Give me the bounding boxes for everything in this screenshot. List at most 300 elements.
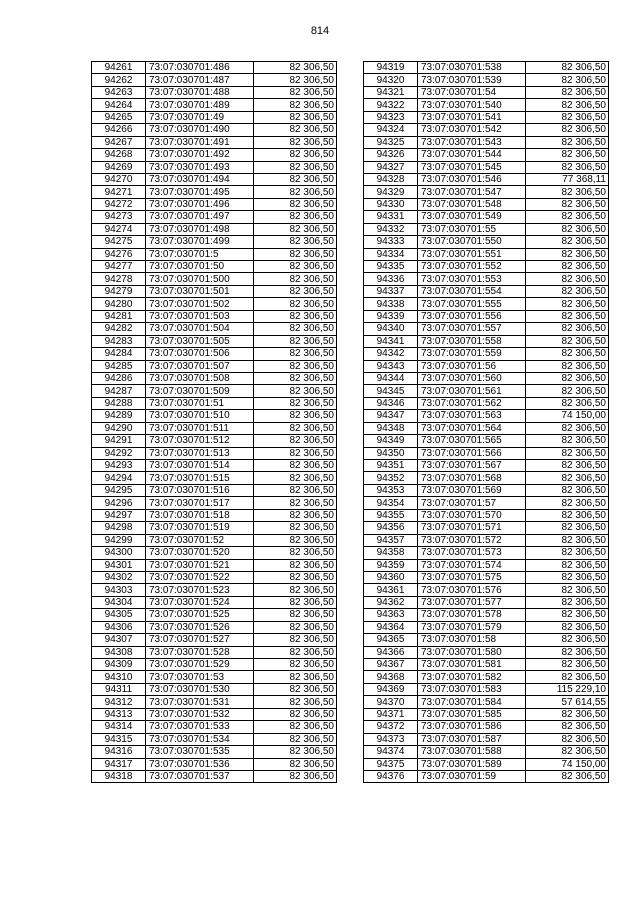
row-number-cell: 94280 — [92, 298, 146, 310]
cadastral-number-cell: 73:07:030701:53 — [146, 671, 254, 683]
amount-cell: 82 306,50 — [254, 161, 337, 173]
cadastral-number-cell: 73:07:030701:524 — [146, 596, 254, 608]
amount-cell: 82 306,50 — [254, 372, 337, 384]
row-number-cell: 94315 — [92, 733, 146, 745]
table-row — [92, 708, 337, 720]
cadastral-number-cell: 73:07:030701:508 — [146, 372, 254, 384]
row-number-cell: 94330 — [364, 198, 418, 210]
table-row — [92, 372, 337, 384]
cadastral-number-cell: 73:07:030701:574 — [418, 559, 526, 571]
cadastral-number-cell: 73:07:030701:505 — [146, 335, 254, 347]
row-number-cell: 94321 — [364, 86, 418, 98]
table-row — [92, 86, 337, 98]
row-number-cell: 94336 — [364, 273, 418, 285]
row-number-cell: 94301 — [92, 559, 146, 571]
row-number-cell: 94302 — [92, 571, 146, 583]
row-number-cell: 94342 — [364, 348, 418, 360]
amount-cell: 82 306,50 — [526, 708, 609, 720]
amount-cell: 82 306,50 — [254, 683, 337, 695]
row-number-cell: 94346 — [364, 397, 418, 409]
cadastral-number-cell: 73:07:030701:498 — [146, 223, 254, 235]
table-row — [364, 410, 609, 422]
row-number-cell: 94300 — [92, 547, 146, 559]
row-number-cell: 94285 — [92, 360, 146, 372]
cadastral-number-cell: 73:07:030701:513 — [146, 447, 254, 459]
amount-cell: 82 306,50 — [526, 149, 609, 161]
amount-cell: 82 306,50 — [526, 186, 609, 198]
cadastral-number-cell: 73:07:030701:563 — [418, 410, 526, 422]
row-number-cell: 94294 — [92, 472, 146, 484]
row-number-cell: 94325 — [364, 136, 418, 148]
amount-cell: 82 306,50 — [526, 733, 609, 745]
table-row — [364, 86, 609, 98]
table-row — [92, 634, 337, 646]
amount-cell: 82 306,50 — [526, 584, 609, 596]
table-row — [92, 173, 337, 185]
row-number-cell: 94311 — [92, 683, 146, 695]
amount-cell: 77 368,11 — [526, 173, 609, 185]
amount-cell: 57 614,55 — [526, 696, 609, 708]
table-row — [364, 708, 609, 720]
table-row — [92, 285, 337, 297]
cadastral-number-cell: 73:07:030701:588 — [418, 746, 526, 758]
row-number-cell: 94353 — [364, 484, 418, 496]
table-row — [364, 770, 609, 782]
cadastral-number-cell: 73:07:030701:510 — [146, 410, 254, 422]
amount-cell: 82 306,50 — [254, 149, 337, 161]
table-row — [92, 484, 337, 496]
amount-cell: 82 306,50 — [526, 372, 609, 384]
table-row — [364, 671, 609, 683]
row-number-cell: 94360 — [364, 571, 418, 583]
table-row — [364, 385, 609, 397]
amount-cell: 82 306,50 — [526, 99, 609, 111]
cadastral-number-cell: 73:07:030701:546 — [418, 173, 526, 185]
cadastral-number-cell: 73:07:030701:497 — [146, 211, 254, 223]
row-number-cell: 94331 — [364, 211, 418, 223]
table-row — [364, 683, 609, 695]
table-row — [364, 397, 609, 409]
amount-cell: 82 306,50 — [254, 770, 337, 782]
table-row — [364, 435, 609, 447]
amount-cell: 82 306,50 — [254, 584, 337, 596]
table-row — [92, 211, 337, 223]
row-number-cell: 94282 — [92, 323, 146, 335]
amount-cell: 82 306,50 — [526, 385, 609, 397]
amount-cell: 82 306,50 — [254, 298, 337, 310]
cadastral-number-cell: 73:07:030701:520 — [146, 547, 254, 559]
amount-cell: 82 306,50 — [526, 484, 609, 496]
table-row — [92, 534, 337, 546]
table-row — [364, 360, 609, 372]
cadastral-number-cell: 73:07:030701:534 — [146, 733, 254, 745]
page-number: 814 — [310, 25, 330, 37]
row-number-cell: 94266 — [92, 124, 146, 136]
amount-cell: 82 306,50 — [254, 484, 337, 496]
amount-cell: 82 306,50 — [254, 323, 337, 335]
amount-cell: 82 306,50 — [526, 323, 609, 335]
row-number-cell: 94295 — [92, 484, 146, 496]
row-number-cell: 94348 — [364, 422, 418, 434]
amount-cell: 82 306,50 — [526, 746, 609, 758]
row-number-cell: 94306 — [92, 621, 146, 633]
cadastral-number-cell: 73:07:030701:492 — [146, 149, 254, 161]
table-row — [364, 447, 609, 459]
row-number-cell: 94371 — [364, 708, 418, 720]
row-number-cell: 94264 — [92, 99, 146, 111]
cadastral-number-cell: 73:07:030701:548 — [418, 198, 526, 210]
table-row — [364, 472, 609, 484]
row-number-cell: 94279 — [92, 285, 146, 297]
right-table-body — [364, 62, 609, 783]
amount-cell: 82 306,50 — [526, 360, 609, 372]
amount-cell: 82 306,50 — [254, 198, 337, 210]
amount-cell: 82 306,50 — [254, 547, 337, 559]
amount-cell: 82 306,50 — [254, 746, 337, 758]
table-row — [92, 74, 337, 86]
table-row — [364, 248, 609, 260]
amount-cell: 82 306,50 — [254, 609, 337, 621]
table-row — [92, 360, 337, 372]
row-number-cell: 94317 — [92, 758, 146, 770]
row-number-cell: 94283 — [92, 335, 146, 347]
amount-cell: 82 306,50 — [254, 621, 337, 633]
amount-cell: 82 306,50 — [526, 460, 609, 472]
amount-cell: 82 306,50 — [526, 621, 609, 633]
cadastral-number-cell: 73:07:030701:578 — [418, 609, 526, 621]
amount-cell: 82 306,50 — [254, 236, 337, 248]
table-row — [92, 236, 337, 248]
cadastral-number-cell: 73:07:030701:551 — [418, 248, 526, 260]
row-number-cell: 94361 — [364, 584, 418, 596]
cadastral-number-cell: 73:07:030701:569 — [418, 484, 526, 496]
table-row — [92, 198, 337, 210]
table-row — [92, 671, 337, 683]
amount-cell: 82 306,50 — [526, 559, 609, 571]
cadastral-number-cell: 73:07:030701:487 — [146, 74, 254, 86]
amount-cell: 82 306,50 — [526, 497, 609, 509]
amount-cell: 82 306,50 — [254, 248, 337, 260]
table-row — [364, 571, 609, 583]
table-row — [92, 385, 337, 397]
row-number-cell: 94334 — [364, 248, 418, 260]
amount-cell: 82 306,50 — [254, 733, 337, 745]
row-number-cell: 94310 — [92, 671, 146, 683]
row-number-cell: 94328 — [364, 173, 418, 185]
cadastral-number-cell: 73:07:030701:550 — [418, 236, 526, 248]
cadastral-number-cell: 73:07:030701:584 — [418, 696, 526, 708]
cadastral-number-cell: 73:07:030701:516 — [146, 484, 254, 496]
amount-cell: 82 306,50 — [526, 659, 609, 671]
table-row — [92, 621, 337, 633]
amount-cell: 82 306,50 — [254, 758, 337, 770]
row-number-cell: 94292 — [92, 447, 146, 459]
amount-cell: 82 306,50 — [254, 186, 337, 198]
cadastral-number-cell: 73:07:030701:529 — [146, 659, 254, 671]
row-number-cell: 94274 — [92, 223, 146, 235]
row-number-cell: 94376 — [364, 770, 418, 782]
row-number-cell: 94272 — [92, 198, 146, 210]
row-number-cell: 94367 — [364, 659, 418, 671]
table-row — [92, 509, 337, 521]
cadastral-number-cell: 73:07:030701:523 — [146, 584, 254, 596]
amount-cell: 82 306,50 — [526, 646, 609, 658]
cadastral-number-cell: 73:07:030701:589 — [418, 758, 526, 770]
amount-cell: 82 306,50 — [526, 571, 609, 583]
amount-cell: 82 306,50 — [254, 522, 337, 534]
row-number-cell: 94375 — [364, 758, 418, 770]
amount-cell: 82 306,50 — [526, 223, 609, 235]
table-row — [364, 721, 609, 733]
table-row — [364, 609, 609, 621]
row-number-cell: 94349 — [364, 435, 418, 447]
table-row — [364, 261, 609, 273]
amount-cell: 82 306,50 — [254, 62, 337, 74]
cadastral-number-cell: 73:07:030701:507 — [146, 360, 254, 372]
amount-cell: 115 229,10 — [526, 683, 609, 695]
row-number-cell: 94327 — [364, 161, 418, 173]
row-number-cell: 94305 — [92, 609, 146, 621]
cadastral-number-cell: 73:07:030701:577 — [418, 596, 526, 608]
table-row — [92, 571, 337, 583]
row-number-cell: 94344 — [364, 372, 418, 384]
amount-cell: 82 306,50 — [526, 634, 609, 646]
table-row — [92, 584, 337, 596]
amount-cell: 82 306,50 — [254, 708, 337, 720]
table-row — [92, 422, 337, 434]
table-row — [92, 522, 337, 534]
amount-cell: 82 306,50 — [526, 62, 609, 74]
amount-cell: 82 306,50 — [526, 285, 609, 297]
amount-cell: 82 306,50 — [526, 111, 609, 123]
table-row — [92, 248, 337, 260]
row-number-cell: 94356 — [364, 522, 418, 534]
amount-cell: 82 306,50 — [526, 298, 609, 310]
amount-cell: 82 306,50 — [254, 571, 337, 583]
row-number-cell: 94276 — [92, 248, 146, 260]
row-number-cell: 94278 — [92, 273, 146, 285]
table-row — [364, 111, 609, 123]
cadastral-number-cell: 73:07:030701:521 — [146, 559, 254, 571]
row-number-cell: 94288 — [92, 397, 146, 409]
table-row — [92, 298, 337, 310]
row-number-cell: 94359 — [364, 559, 418, 571]
cadastral-number-cell: 73:07:030701:555 — [418, 298, 526, 310]
cadastral-number-cell: 73:07:030701:528 — [146, 646, 254, 658]
row-number-cell: 94362 — [364, 596, 418, 608]
cadastral-number-cell: 73:07:030701:57 — [418, 497, 526, 509]
amount-cell: 82 306,50 — [526, 509, 609, 521]
cadastral-number-cell: 73:07:030701:519 — [146, 522, 254, 534]
cadastral-number-cell: 73:07:030701:515 — [146, 472, 254, 484]
cadastral-number-cell: 73:07:030701:502 — [146, 298, 254, 310]
amount-cell: 82 306,50 — [254, 74, 337, 86]
table-row — [364, 161, 609, 173]
cadastral-number-cell: 73:07:030701:58 — [418, 634, 526, 646]
table-row — [364, 74, 609, 86]
amount-cell: 82 306,50 — [254, 261, 337, 273]
row-number-cell: 94350 — [364, 447, 418, 459]
row-number-cell: 94343 — [364, 360, 418, 372]
row-number-cell: 94290 — [92, 422, 146, 434]
table-row — [364, 696, 609, 708]
cadastral-number-cell: 73:07:030701:566 — [418, 447, 526, 459]
cadastral-number-cell: 73:07:030701:554 — [418, 285, 526, 297]
cadastral-number-cell: 73:07:030701:538 — [418, 62, 526, 74]
amount-cell: 82 306,50 — [526, 348, 609, 360]
table-row — [92, 758, 337, 770]
cadastral-number-cell: 73:07:030701:562 — [418, 397, 526, 409]
row-number-cell: 94262 — [92, 74, 146, 86]
cadastral-number-cell: 73:07:030701:488 — [146, 86, 254, 98]
amount-cell: 82 306,50 — [254, 497, 337, 509]
table-row — [92, 733, 337, 745]
amount-cell: 82 306,50 — [526, 273, 609, 285]
row-number-cell: 94270 — [92, 173, 146, 185]
table-row — [92, 721, 337, 733]
amount-cell: 82 306,50 — [526, 74, 609, 86]
cadastral-number-cell: 73:07:030701:547 — [418, 186, 526, 198]
cadastral-number-cell: 73:07:030701:509 — [146, 385, 254, 397]
table-row — [92, 99, 337, 111]
amount-cell: 82 306,50 — [526, 547, 609, 559]
cadastral-number-cell: 73:07:030701:5 — [146, 248, 254, 260]
amount-cell: 82 306,50 — [254, 460, 337, 472]
cadastral-number-cell: 73:07:030701:560 — [418, 372, 526, 384]
amount-cell: 82 306,50 — [254, 422, 337, 434]
cadastral-number-cell: 73:07:030701:535 — [146, 746, 254, 758]
cadastral-number-cell: 73:07:030701:518 — [146, 509, 254, 521]
table-row — [92, 410, 337, 422]
cadastral-number-cell: 73:07:030701:576 — [418, 584, 526, 596]
row-number-cell: 94284 — [92, 348, 146, 360]
table-row — [364, 621, 609, 633]
cadastral-number-cell: 73:07:030701:552 — [418, 261, 526, 273]
table-row — [364, 62, 609, 74]
cadastral-number-cell: 73:07:030701:561 — [418, 385, 526, 397]
row-number-cell: 94326 — [364, 149, 418, 161]
cadastral-number-cell: 73:07:030701:511 — [146, 422, 254, 434]
row-number-cell: 94365 — [364, 634, 418, 646]
table-row — [364, 559, 609, 571]
table-row — [364, 348, 609, 360]
cadastral-number-cell: 73:07:030701:500 — [146, 273, 254, 285]
cadastral-number-cell: 73:07:030701:532 — [146, 708, 254, 720]
amount-cell: 82 306,50 — [526, 310, 609, 322]
cadastral-number-cell: 73:07:030701:539 — [418, 74, 526, 86]
amount-cell: 82 306,50 — [526, 671, 609, 683]
cadastral-number-cell: 73:07:030701:496 — [146, 198, 254, 210]
table-row — [364, 211, 609, 223]
row-number-cell: 94374 — [364, 746, 418, 758]
row-number-cell: 94267 — [92, 136, 146, 148]
row-number-cell: 94299 — [92, 534, 146, 546]
amount-cell: 82 306,50 — [526, 136, 609, 148]
cadastral-number-cell: 73:07:030701:568 — [418, 472, 526, 484]
table-row — [92, 696, 337, 708]
table-row — [92, 335, 337, 347]
table-row — [92, 136, 337, 148]
table-row — [364, 149, 609, 161]
table-row — [92, 124, 337, 136]
row-number-cell: 94303 — [92, 584, 146, 596]
cadastral-number-cell: 73:07:030701:583 — [418, 683, 526, 695]
row-number-cell: 94338 — [364, 298, 418, 310]
cadastral-number-cell: 73:07:030701:573 — [418, 547, 526, 559]
amount-cell: 82 306,50 — [254, 472, 337, 484]
row-number-cell: 94277 — [92, 261, 146, 273]
amount-cell: 82 306,50 — [526, 236, 609, 248]
cadastral-number-cell: 73:07:030701:537 — [146, 770, 254, 782]
amount-cell: 82 306,50 — [254, 335, 337, 347]
table-row — [92, 223, 337, 235]
amount-cell: 82 306,50 — [254, 360, 337, 372]
amount-cell: 74 150,00 — [526, 758, 609, 770]
amount-cell: 82 306,50 — [254, 410, 337, 422]
right-table — [363, 61, 609, 783]
cadastral-number-cell: 73:07:030701:525 — [146, 609, 254, 621]
cadastral-number-cell: 73:07:030701:567 — [418, 460, 526, 472]
amount-cell: 82 306,50 — [254, 124, 337, 136]
table-row — [92, 161, 337, 173]
row-number-cell: 94372 — [364, 721, 418, 733]
cadastral-number-cell: 73:07:030701:553 — [418, 273, 526, 285]
cadastral-number-cell: 73:07:030701:486 — [146, 62, 254, 74]
cadastral-number-cell: 73:07:030701:493 — [146, 161, 254, 173]
row-number-cell: 94369 — [364, 683, 418, 695]
amount-cell: 82 306,50 — [526, 161, 609, 173]
table-row — [364, 509, 609, 521]
table-row — [92, 348, 337, 360]
table-row — [92, 186, 337, 198]
amount-cell: 82 306,50 — [526, 721, 609, 733]
cadastral-number-cell: 73:07:030701:490 — [146, 124, 254, 136]
table-row — [364, 497, 609, 509]
table-row — [364, 522, 609, 534]
table-row — [92, 273, 337, 285]
table-row — [92, 596, 337, 608]
table-row — [364, 584, 609, 596]
cadastral-number-cell: 73:07:030701:530 — [146, 683, 254, 695]
row-number-cell: 94296 — [92, 497, 146, 509]
table-row — [92, 460, 337, 472]
amount-cell: 82 306,50 — [254, 646, 337, 658]
cadastral-number-cell: 73:07:030701:542 — [418, 124, 526, 136]
cadastral-number-cell: 73:07:030701:581 — [418, 659, 526, 671]
amount-cell: 82 306,50 — [526, 397, 609, 409]
table-row — [92, 62, 337, 74]
amount-cell: 82 306,50 — [526, 248, 609, 260]
row-number-cell: 94351 — [364, 460, 418, 472]
cadastral-number-cell: 73:07:030701:585 — [418, 708, 526, 720]
row-number-cell: 94316 — [92, 746, 146, 758]
cadastral-number-cell: 73:07:030701:531 — [146, 696, 254, 708]
row-number-cell: 94373 — [364, 733, 418, 745]
amount-cell: 82 306,50 — [526, 770, 609, 782]
amount-cell: 82 306,50 — [254, 671, 337, 683]
cadastral-number-cell: 73:07:030701:545 — [418, 161, 526, 173]
cadastral-number-cell: 73:07:030701:570 — [418, 509, 526, 521]
table-row — [364, 646, 609, 658]
table-row — [364, 634, 609, 646]
amount-cell: 82 306,50 — [526, 211, 609, 223]
table-row — [364, 733, 609, 745]
cadastral-number-cell: 73:07:030701:575 — [418, 571, 526, 583]
cadastral-number-cell: 73:07:030701:503 — [146, 310, 254, 322]
table-row — [92, 472, 337, 484]
row-number-cell: 94354 — [364, 497, 418, 509]
row-number-cell: 94319 — [364, 62, 418, 74]
